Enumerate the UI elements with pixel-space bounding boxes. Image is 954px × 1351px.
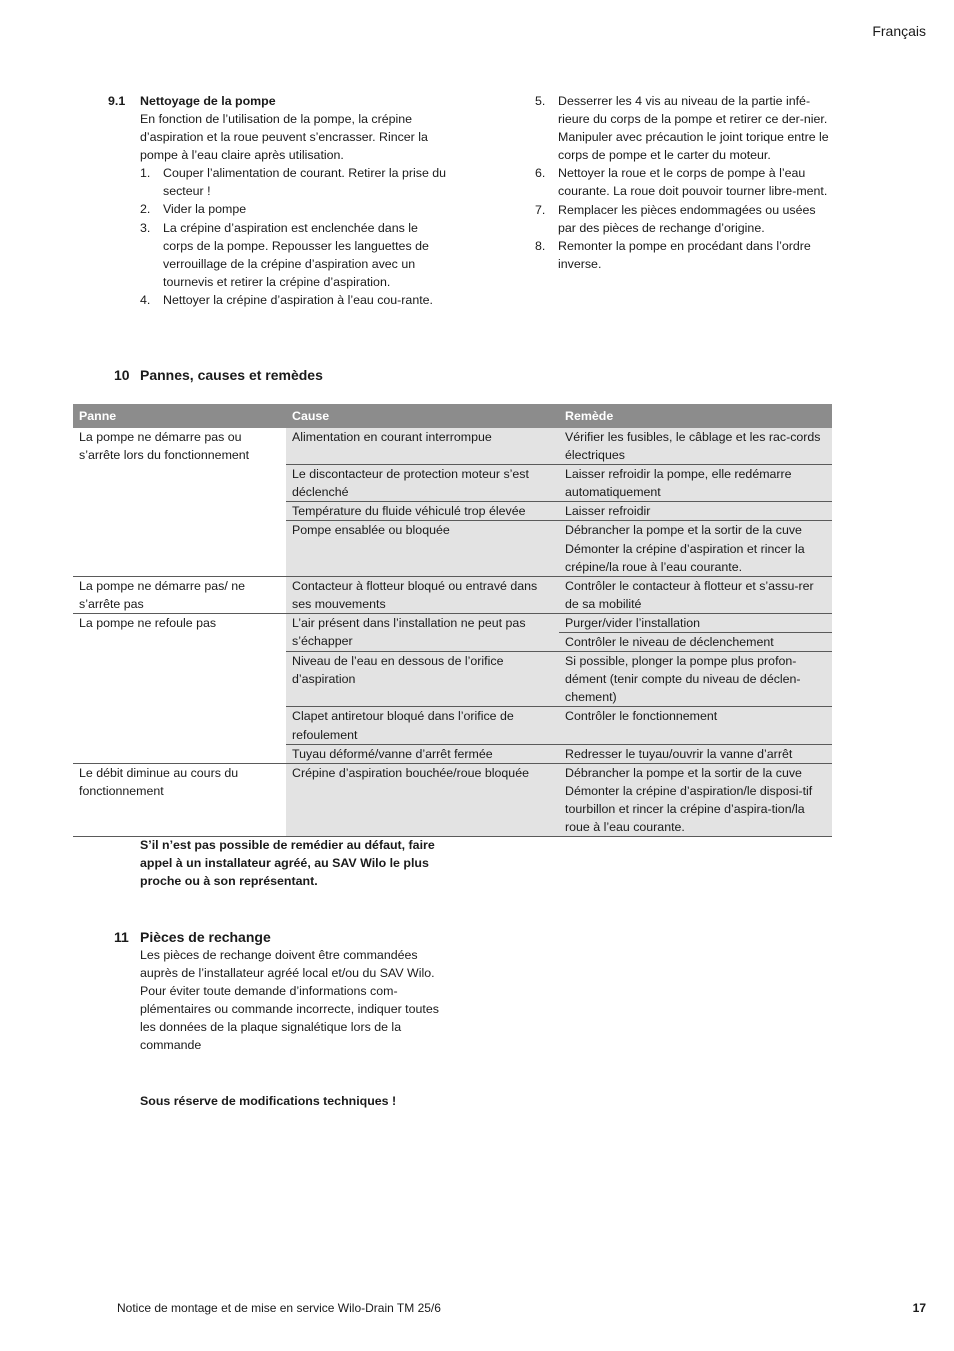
- section-10-heading: [114, 366, 323, 384]
- panne-cell: La pompe ne démarre pas/ ne s’arrête pas: [73, 576, 286, 613]
- cause-cell: Tuyau déformé/vanne d’arrêt fermée: [286, 744, 559, 763]
- remede-cell: Laisser refroidir: [559, 502, 832, 521]
- table-row: [73, 428, 832, 465]
- troubleshooting-table: [73, 404, 832, 837]
- remede-cell: Débrancher la pompe et la sortir de la cuve Démonter la crépine d’aspiration et rincer la crépine/la roue à l’eau courante.: [559, 521, 832, 576]
- cause-cell: Alimentation en courant interrompue: [286, 428, 559, 465]
- cause-cell: Clapet antiretour bloqué dans l’orifice de refoulement: [286, 707, 559, 744]
- cause-cell: Crépine d’aspiration bouchée/roue bloquée: [286, 763, 559, 836]
- language-label: Français: [872, 23, 926, 39]
- table-row: [73, 576, 832, 613]
- list-item: 5. Desserrer les 4 vis au niveau de la partie infé-rieure du corps de la pompe et retirer ce der-nier. Manipuler avec précaution le joint torique entre le corps de pompe et le carter du moteur.: [535, 94, 829, 163]
- remede-cell: Contrôler le contacteur à flotteur et s’assu-rer de sa mobilité: [559, 576, 832, 613]
- steps-list-left: [140, 164, 448, 309]
- section-11-body: [140, 946, 450, 1055]
- section-9-1-right: [535, 92, 835, 273]
- page-number: 17: [912, 1301, 926, 1315]
- section-intro: En fonction de l’utilisation de la pompe, la crépine d’aspiration et la roue peuvent s’encrasser. Rincer la pompe à l’eau claire après utilisation.: [140, 112, 428, 163]
- section-9-1-heading: [108, 92, 448, 110]
- table-header-row: [73, 404, 832, 428]
- warning-note: S’il n’est pas possible de remédier au défaut, faire appel à un installateur agréé, au SAV Wilo le plus proche ou à son représentant.: [140, 838, 435, 889]
- cause-cell: L’air présent dans l’installation ne peut pas s’échapper: [286, 613, 559, 651]
- reserve-note: Sous réserve de modifications techniques !: [140, 1094, 397, 1108]
- list-item: 6. Nettoyer la roue et le corps de pompe à l’eau courante. La roue doit pouvoir tourner libre-ment.: [535, 166, 828, 199]
- list-item: 4. Nettoyer la crépine d’aspiration à l’eau cou-rante.: [140, 292, 433, 307]
- remede-cell: Débrancher la pompe et la sortir de la cuve Démonter la crépine d’aspiration/le disposi-tif tourbillon et rincer la crépine d’aspira-tion/la roue à l’eau courante.: [559, 763, 832, 836]
- section-title: Pièces de rechange: [140, 929, 271, 945]
- steps-list-right: [535, 92, 835, 273]
- section-number: 11: [114, 929, 129, 945]
- panne-cell: La pompe ne refoule pas: [73, 613, 286, 763]
- section-title: Pannes, causes et remèdes: [140, 367, 323, 383]
- cause-cell: Niveau de l’eau en dessous de l’orifice d’aspiration: [286, 652, 559, 707]
- cause-cell: Pompe ensablée ou bloquée: [286, 521, 559, 576]
- remede-cell: Purger/vider l’installation: [559, 613, 832, 632]
- panne-cell: Le débit diminue au cours du fonctionnement: [73, 763, 286, 836]
- column-header-panne: Panne: [73, 404, 286, 428]
- footer-text: Notice de montage et de mise en service Wilo-Drain TM 25/6: [117, 1301, 441, 1315]
- list-item: 1. Couper l’alimentation de courant. Retirer la prise du secteur !: [140, 166, 447, 199]
- section-number: 10: [114, 367, 130, 383]
- list-item: 8. Remonter la pompe en procédant dans l’ordre inverse.: [535, 238, 811, 271]
- remede-cell: Laisser refroidir la pompe, elle redémarre automatiquement: [559, 465, 832, 502]
- section-11-heading: [114, 928, 271, 946]
- paragraph: Pour éviter toute demande d’informations com-plémentaires ou commande incorrecte, indiquer toutes les données de la plaque signalétique lors de la commande: [140, 984, 439, 1053]
- section-title: Nettoyage de la pompe: [140, 94, 276, 108]
- column-header-remede: Remède: [559, 404, 832, 428]
- list-item: 7. Remplacer les pièces endommagées ou usées par des pièces de rechange d’origine.: [535, 202, 816, 235]
- paragraph: Les pièces de rechange doivent être commandées auprès de l’installateur agréé local et/ou du SAV Wilo.: [140, 948, 435, 981]
- table-row: [73, 763, 832, 836]
- remede-cell: Redresser le tuyau/ouvrir la vanne d’arrêt: [559, 744, 832, 763]
- table-row: [73, 613, 832, 632]
- remede-cell: Si possible, plonger la pompe plus profon-dément (tenir compte du niveau de déclen-chement): [559, 652, 832, 707]
- list-item: 3. La crépine d’aspiration est enclenchée dans le corps de la pompe. Repousser les languettes de verrouillage de la crépine d’aspiration avec un tournevis et retirer la crépine d’aspiration.: [140, 220, 429, 289]
- panne-cell: La pompe ne démarre pas ou s’arrête lors du fonctionnement: [79, 430, 250, 463]
- column-header-cause: Cause: [286, 404, 559, 428]
- section-number: 9.1: [108, 94, 126, 108]
- remede-cell: Vérifier les fusibles, le câblage et les rac-cords électriques: [559, 428, 832, 465]
- section-9-1-left: [108, 92, 448, 309]
- remede-cell: Contrôler le fonctionnement: [559, 707, 832, 744]
- remede-cell: Contrôler le niveau de déclenchement: [559, 633, 832, 652]
- list-item: 2. Vider la pompe: [140, 202, 247, 217]
- cause-cell: Température du fluide véhiculé trop élevée: [286, 502, 559, 521]
- cause-cell: Contacteur à flotteur bloqué ou entravé dans ses mouvements: [286, 576, 559, 613]
- cause-cell: Le discontacteur de protection moteur s’est déclenché: [286, 465, 559, 502]
